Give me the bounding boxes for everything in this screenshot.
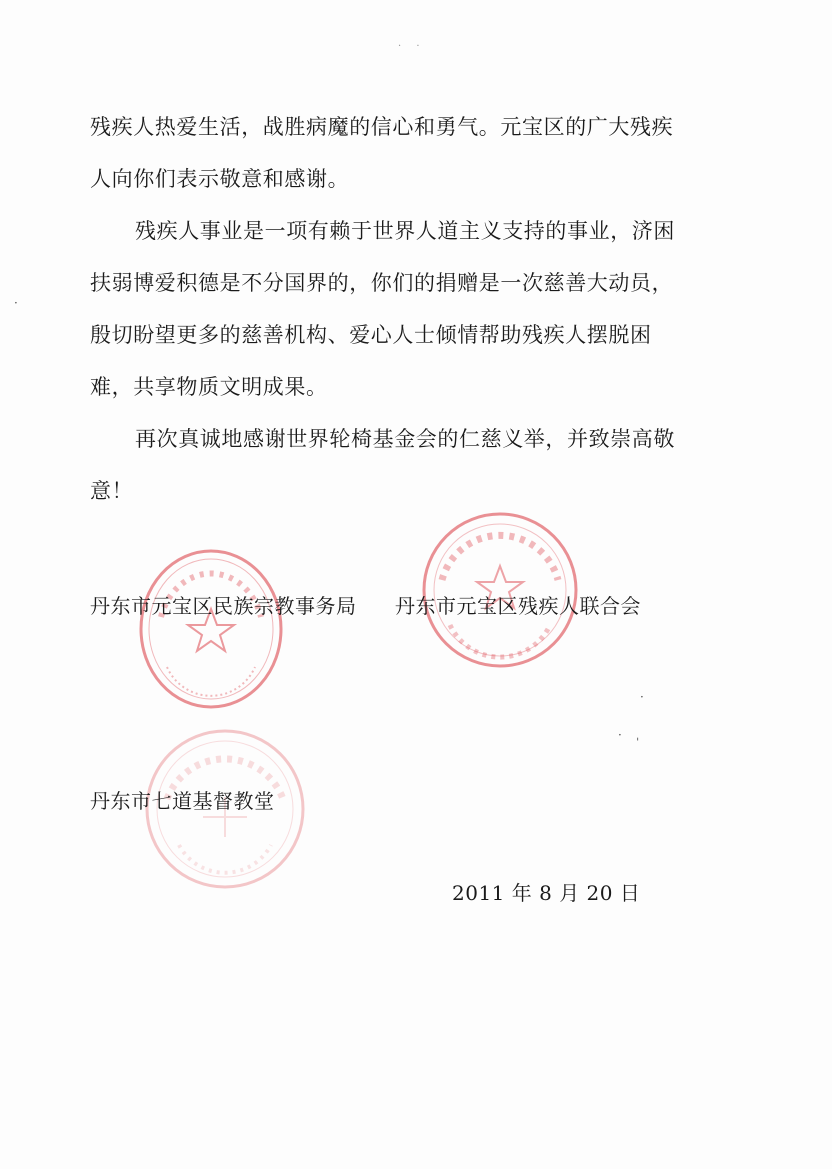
- paragraph-2: 残疾人事业是一项有赖于世界人道主义支持的事业，济困扶弱博爱积德是不分国界的，你们的捐赠是一次慈善大动员，殷切盼望更多的慈善机构、爱心人士倾情帮助残疾人摆脱困难，共享物质文明成果。: [90, 219, 675, 399]
- scan-artifact: ˌ: [636, 728, 640, 742]
- signature-org-3: 丹东市七道基督教堂: [90, 789, 275, 813]
- official-seal-1: [137, 547, 285, 711]
- letter-date: 2011 年 8 月 20 日: [452, 881, 641, 905]
- paragraph-1: 残疾人热爱生活，战胜病魔的信心和勇气。元宝区的广大残疾人向你们表示敬意和感谢。: [90, 115, 674, 191]
- signature-org-2: 丹东市元宝区残疾人联合会: [395, 594, 641, 618]
- scan-artifact: · ·: [398, 41, 426, 52]
- signature-org-1: 丹东市元宝区民族宗教事务局: [90, 594, 357, 618]
- scan-artifact: ·: [640, 690, 644, 704]
- scan-artifact: ·: [14, 296, 18, 310]
- paragraph-3: 再次真诚地感谢世界轮椅基金会的仁慈义举，并致崇高敬意！: [90, 427, 675, 503]
- scan-artifact: ·: [618, 728, 622, 742]
- letter-body: [90, 101, 680, 517]
